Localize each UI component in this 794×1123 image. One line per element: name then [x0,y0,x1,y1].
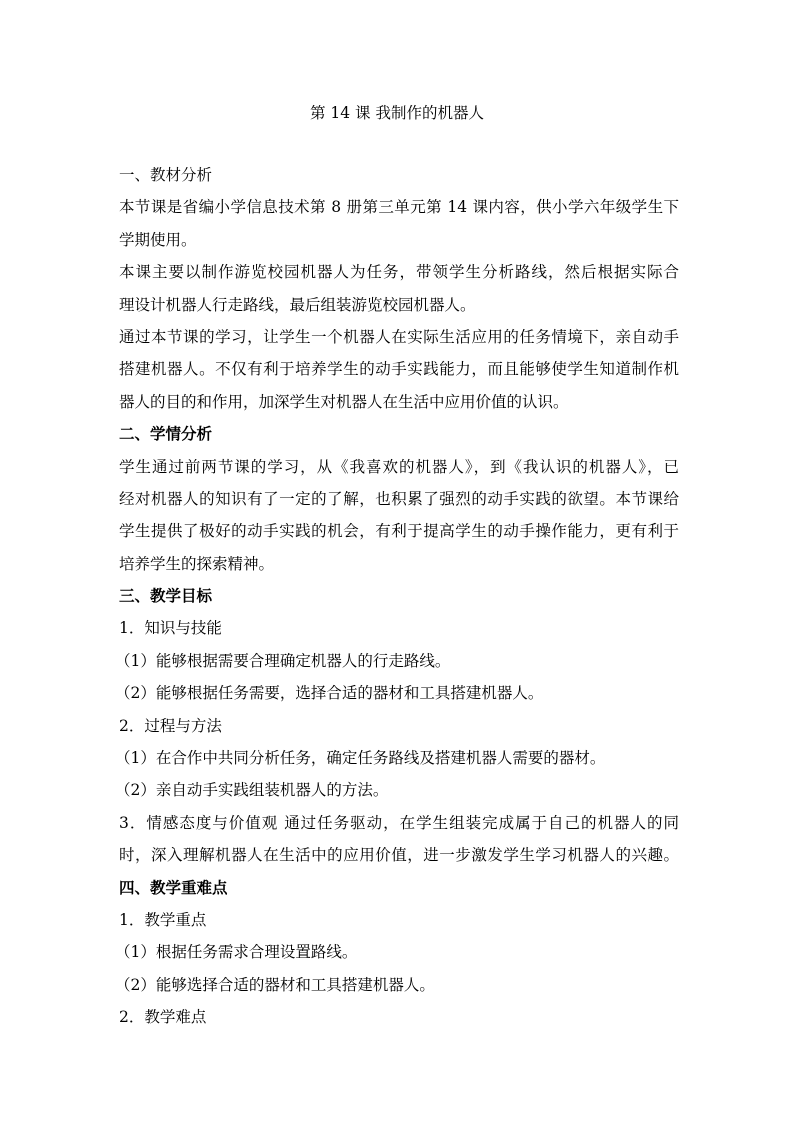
paragraph-line: 时，深入理解机器人在生活中的应用价值，进一步激发学生学习机器人的兴趣。 [119,846,679,865]
paragraph-line: 2．教学难点 [119,1008,207,1027]
paragraph-line: 3．情感态度与价值观 通过任务驱动，在学生组装完成属于自己的机器人的同 [119,813,679,832]
section-heading: 三、教学目标 [119,586,213,606]
list-item: （2）亲自动手实践组装机器人的方法。 [115,781,389,800]
paragraph-line: 本课主要以制作游览校园机器人为任务，带领学生分析路线，然后根据实际合 [119,263,679,282]
paragraph-line: 1．教学重点 [119,910,207,929]
list-item: （1）在合作中共同分析任务，确定任务路线及搭建机器人需要的器材。 [115,749,606,768]
paragraph-line: 搭建机器人。不仅有利于培养学生的动手实践能力，而且能够使学生知道制作机 [119,360,679,379]
paragraph-line: 器人的目的和作用，加深学生对机器人在生活中应用价值的认识。 [119,392,569,411]
paragraph-line: 培养学生的探索精神。 [119,554,275,573]
paragraph-line: 一、教材分析 [119,166,213,184]
list-item: （1）根据任务需求合理设置路线。 [115,943,358,962]
paragraph-line: 1．知识与技能 [119,619,222,638]
section-heading: 二、学情分析 [119,424,213,444]
paragraph-line: 2．过程与方法 [119,716,222,735]
list-item: （2）能够选择合适的器材和工具搭建机器人。 [115,975,435,994]
paragraph-line: 经对机器人的知识有了一定的了解，也积累了强烈的动手实践的欲望。本节课给 [119,489,679,508]
paragraph-line: 通过本节课的学习，让学生一个机器人在实际生活应用的任务情境下，亲自动手 [119,327,679,346]
section-heading: 四、教学重难点 [119,877,228,897]
paragraph-line: 理设计机器人行走路线，最后组装游览校园机器人。 [119,295,476,314]
paragraph-line: 本节课是省编小学信息技术第 8 册第三单元第 14 课内容，供小学六年级学生下 [119,198,679,217]
paragraph-line: 学生提供了极好的动手实践的机会，有利于提高学生的动手操作能力，更有利于 [119,522,679,541]
document-body [115,159,679,1034]
paragraph-line: 学生通过前两节课的学习，从《我喜欢的机器人》，到《我认识的机器人》，已 [119,457,679,476]
list-item: （2）能够根据任务需要，选择合适的器材和工具搭建机器人。 [115,684,544,703]
document-title: 第 14 课 我制作的机器人 [309,104,484,122]
paragraph-line: 学期使用。 [119,230,197,249]
list-item: （1）能够根据需要合理确定机器人的行走路线。 [115,651,451,670]
